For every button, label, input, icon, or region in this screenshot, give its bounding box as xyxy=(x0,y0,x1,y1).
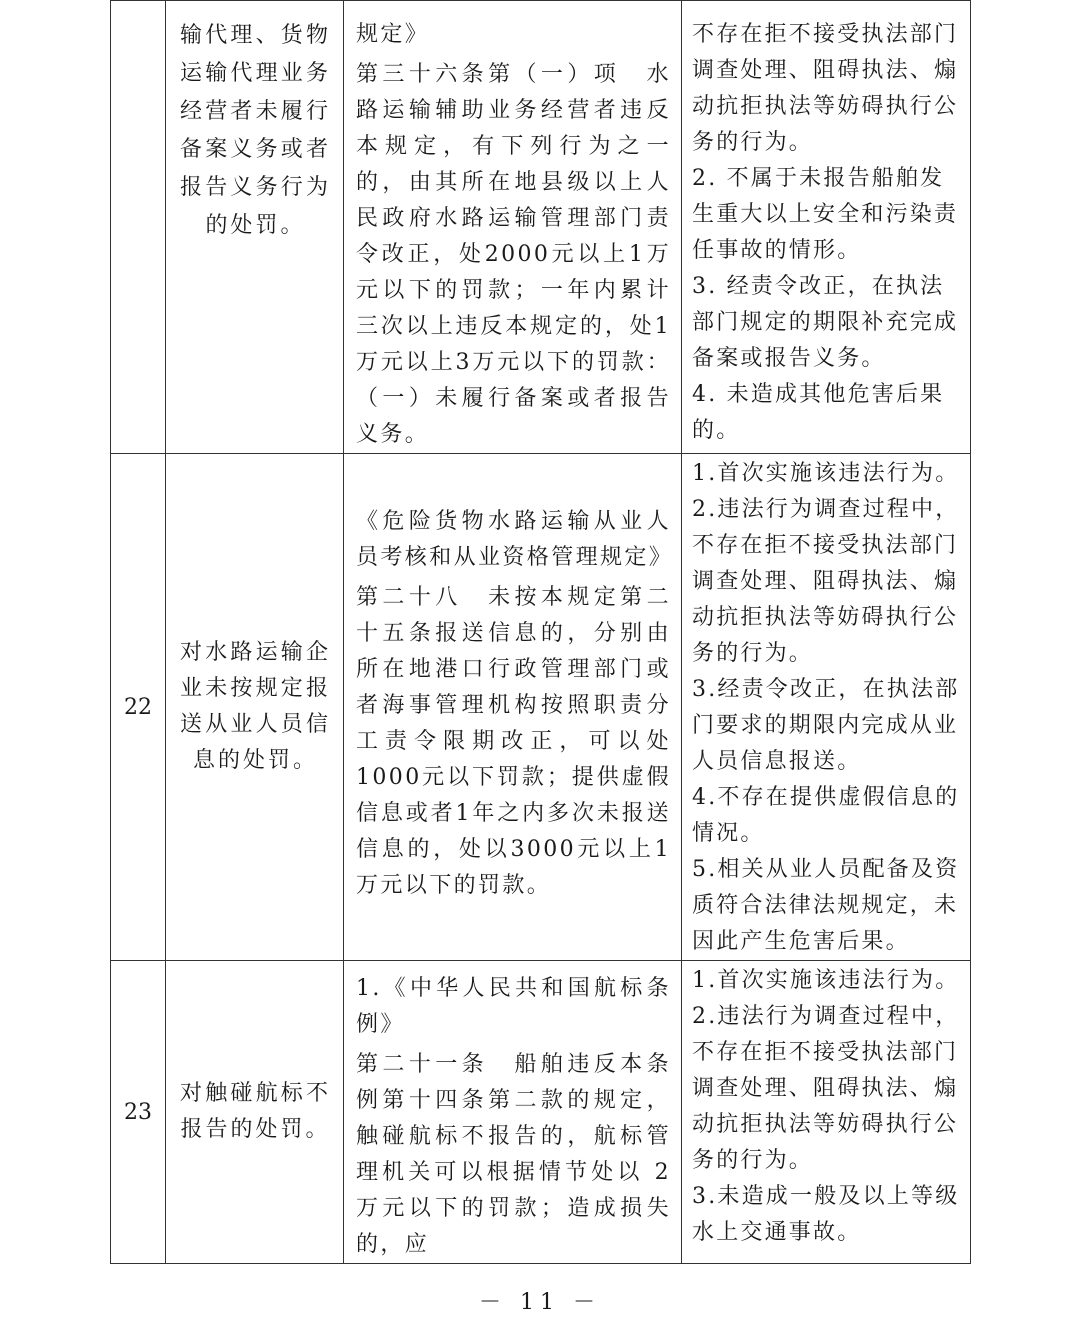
exemption-conditions xyxy=(682,1,970,449)
violation-item: 对触碰航标不报告的处罚。 xyxy=(180,1081,331,1142)
condition-item: 2.违法行为调查过程中，不存在拒不接受执法部门调查处理、阻碍执法、煽动抗拒执法等妨碍执行公务的行为。 xyxy=(692,497,960,666)
condition-item: 1.首次实施该违法行为。 xyxy=(692,461,960,486)
condition-item: 4. 未造成其他危害后果的。 xyxy=(692,382,945,443)
violation-item: 对水路运输企业未按规定报送从业人员信息的处罚。 xyxy=(180,640,331,773)
page-number: － 11 － xyxy=(479,1290,601,1315)
violation-item: 输代理、货物运输代理业务经营者未履行备案义务或者报告义务行为的处罚。 xyxy=(180,23,331,238)
row-number: 22 xyxy=(111,454,166,961)
condition-item: 2. 不属于未报告船舶发生重大以上安全和污染责任事故的情形。 xyxy=(692,166,959,263)
law-title: 《危险货物水路运输从业人员考核和从业资格管理规定》 xyxy=(356,509,674,570)
condition-item: 4.不存在提供虚假信息的情况。 xyxy=(692,785,960,846)
condition-item: 不存在拒不接受执法部门调查处理、阻碍执法、煽动抗拒执法等妨碍执行公务的行为。 xyxy=(692,22,959,155)
condition-item: 3.未造成一般及以上等级水上交通事故。 xyxy=(692,1184,960,1245)
table-row xyxy=(111,454,971,961)
row-number xyxy=(111,1,166,454)
law-title: 规定》 xyxy=(356,22,430,47)
legal-basis xyxy=(344,454,681,904)
penalty-table xyxy=(110,0,971,1264)
row-number: 23 xyxy=(111,961,166,1264)
law-article: 第二十一条 船舶违反本条例第十四条第二款的规定，触碰航标不报告的，航标管理机关可以根据情节处以 2 万元以下的罚款；造成损失的，应 xyxy=(356,1052,671,1257)
condition-item: 3. 经责令改正，在执法部门规定的期限补充完成备案或报告义务。 xyxy=(692,274,959,371)
law-article: 第三十六条第（一）项 水路运输辅助业务经营者违反本规定，有下列行为之一的，由其所在地县级以上人民政府水路运输管理部门责令改正，处2000元以上1万元以下的罚款；一年内累计三次以上违反本规定的，处1万元以上3万元以下的罚款：（一）未履行备案或者报告义务。 xyxy=(356,62,671,447)
condition-item: 1.首次实施该违法行为。 xyxy=(692,968,960,993)
condition-item: 2.违法行为调查过程中，不存在拒不接受执法部门调查处理、阻碍执法、煽动抗拒执法等妨碍执行公务的行为。 xyxy=(692,1004,960,1173)
law-title: 1.《中华人民共和国航标条例》 xyxy=(356,976,671,1037)
law-article: 第二十八 未按本规定第二十五条报送信息的，分别由所在地港口行政管理部门或者海事管理机构按照职责分工责令限期改正，可以处1000元以下罚款；提供虚假信息或者1年之内多次未报送信息的，处以3000元以上1万元以下的罚款。 xyxy=(356,585,671,898)
legal-basis xyxy=(344,1,681,453)
exemption-conditions xyxy=(682,961,970,1251)
table-row xyxy=(111,961,971,1264)
table-row xyxy=(111,1,971,454)
legal-basis xyxy=(344,961,681,1263)
condition-item: 5.相关从业人员配备及资质符合法律法规规定，未因此产生危害后果。 xyxy=(692,857,960,954)
condition-item: 3.经责令改正，在执法部门要求的期限内完成从业人员信息报送。 xyxy=(692,677,960,774)
exemption-conditions xyxy=(682,454,970,960)
